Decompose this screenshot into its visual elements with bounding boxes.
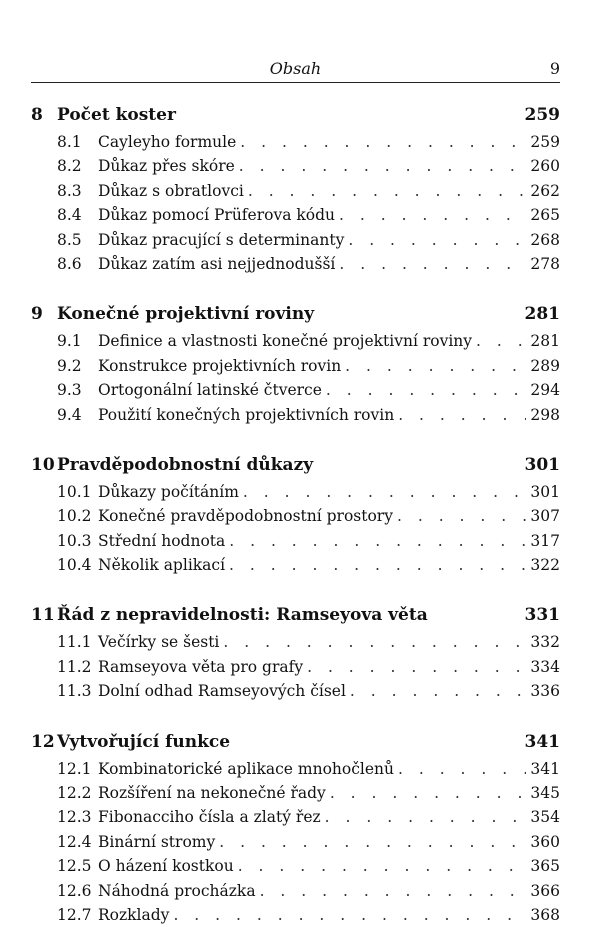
chapter-page: 341 — [524, 731, 560, 752]
section-entry[interactable] — [31, 854, 560, 878]
dot-leader — [248, 179, 527, 203]
section-entry[interactable] — [31, 403, 560, 427]
page-number: 9 — [549, 59, 560, 78]
chapter-number: 10 — [31, 454, 55, 475]
section-title: Důkaz s obratlovci — [98, 181, 244, 200]
dot-leader — [325, 805, 527, 829]
section-page: 294 — [530, 381, 560, 400]
chapter-entry[interactable] — [31, 727, 560, 757]
chapter-title: Počet koster — [57, 105, 176, 125]
section-title: Večírky se šesti — [98, 633, 220, 652]
section-number: 8.5 — [57, 230, 82, 249]
section-page: 334 — [530, 657, 560, 676]
section-title: Dolní odhad Ramseyových čísel — [98, 682, 346, 701]
dot-leader — [397, 504, 526, 528]
section-entry[interactable] — [31, 781, 560, 805]
section-number: 11.1 — [57, 633, 92, 652]
section-entry[interactable] — [31, 228, 560, 252]
section-title: Náhodná procházka — [98, 881, 256, 900]
section-title: Cayleyho formule — [98, 133, 237, 151]
dot-leader — [348, 228, 526, 252]
dot-leader — [476, 329, 526, 353]
section-page: 278 — [530, 254, 560, 273]
dot-leader — [219, 830, 526, 854]
section-entry[interactable] — [31, 179, 560, 203]
section-number: 8.4 — [57, 206, 82, 225]
dot-leader — [345, 354, 526, 378]
section-title: Střední hodnota — [98, 531, 226, 550]
dot-leader — [239, 154, 527, 178]
section-number: 12.5 — [57, 857, 92, 876]
section-title: Důkaz pracující s determinanty — [98, 230, 345, 249]
section-entry[interactable] — [31, 529, 560, 553]
section-number: 9.1 — [57, 332, 82, 351]
dot-leader — [229, 553, 526, 577]
dot-leader — [243, 480, 527, 504]
dot-leader — [223, 630, 526, 654]
section-title: Důkaz přes skóre — [98, 157, 235, 176]
section-entry[interactable] — [31, 757, 560, 781]
chapter-entry[interactable] — [31, 299, 560, 329]
section-page: 281 — [530, 332, 560, 351]
chapter-number: 11 — [31, 605, 55, 626]
section-title: Rozšíření na nekonečné řady — [98, 784, 326, 803]
section-entry[interactable] — [31, 504, 560, 528]
section-page: 368 — [530, 905, 560, 924]
section-number: 12.2 — [57, 784, 92, 803]
section-page: 262 — [530, 181, 560, 200]
dot-leader — [398, 403, 526, 427]
section-number: 12.6 — [57, 881, 92, 900]
section-number: 8.3 — [57, 181, 82, 200]
section-page: 365 — [530, 857, 560, 876]
dot-leader — [229, 529, 526, 553]
section-number: 10.2 — [57, 507, 92, 526]
section-number: 11.3 — [57, 682, 92, 701]
dot-leader — [173, 903, 526, 927]
section-entry[interactable] — [31, 252, 560, 276]
dot-leader — [330, 781, 527, 805]
chapter-title: Řád z nepravidelnosti: Ramseyova věta — [57, 605, 428, 626]
section-number: 12.1 — [57, 759, 92, 778]
chapter-title: Vytvořující funkce — [57, 731, 231, 752]
section-entry[interactable] — [31, 553, 560, 577]
section-number: 12.3 — [57, 808, 92, 827]
section-number: 10.1 — [57, 482, 92, 501]
section-number: 11.2 — [57, 657, 92, 676]
section-page: 336 — [530, 682, 560, 701]
running-header-title: Obsah — [269, 59, 322, 78]
section-entry[interactable] — [31, 378, 560, 402]
section-title: Několik aplikací — [98, 556, 226, 575]
chapter-page: 331 — [524, 605, 560, 626]
section-page: 317 — [530, 531, 560, 550]
dot-leader — [339, 203, 526, 227]
chapter-page: 281 — [524, 304, 560, 325]
section-title: Konstrukce projektivních rovin — [98, 356, 342, 375]
chapter-number: 8 — [31, 105, 43, 125]
section-title: Binární stromy — [98, 832, 216, 851]
dot-leader — [240, 130, 526, 154]
section-entry[interactable] — [31, 354, 560, 378]
section-title: Definice a vlastnosti konečné projektivní roviny — [98, 332, 473, 351]
chapter-title: Pravděpodobnostní důkazy — [57, 454, 314, 475]
section-number: 8.2 — [57, 157, 82, 176]
section-entry[interactable] — [31, 480, 560, 504]
section-page: 260 — [530, 157, 560, 176]
section-number: 12.4 — [57, 832, 92, 851]
dot-leader — [238, 854, 527, 878]
dot-leader — [339, 252, 526, 276]
section-entry[interactable] — [31, 154, 560, 178]
section-entry[interactable] — [31, 830, 560, 854]
section-number: 8.6 — [57, 254, 82, 273]
section-page: 289 — [530, 356, 560, 375]
dot-leader — [326, 378, 527, 402]
section-title: Konečné pravděpodobnostní prostory — [98, 507, 393, 526]
chapter-number: 9 — [31, 304, 43, 325]
section-page: 322 — [530, 556, 560, 575]
section-page: 345 — [530, 784, 560, 803]
chapter-number: 12 — [31, 731, 55, 752]
chapter-entry[interactable] — [31, 450, 560, 480]
section-page: 354 — [530, 808, 560, 827]
chapter-entry[interactable] — [31, 600, 560, 630]
section-entry[interactable] — [31, 130, 560, 154]
running-header — [31, 59, 560, 81]
section-title: Fibonacciho čísla a zlatý řez — [98, 808, 321, 827]
section-number: 10.3 — [57, 531, 92, 550]
section-page: 332 — [530, 633, 560, 652]
section-page: 259 — [530, 133, 560, 151]
section-page: 341 — [530, 759, 560, 778]
section-title: Ortogonální latinské čtverce — [98, 381, 322, 400]
section-entry[interactable] — [31, 879, 560, 903]
section-title: Ramseyova věta pro grafy — [98, 657, 304, 676]
section-entry[interactable] — [31, 679, 560, 703]
chapter-page: 301 — [524, 454, 560, 475]
section-entry[interactable] — [31, 655, 560, 679]
section-number: 9.2 — [57, 356, 82, 375]
dot-leader — [398, 757, 526, 781]
section-page: 265 — [530, 206, 560, 225]
section-page: 298 — [530, 405, 560, 424]
chapter-entry[interactable] — [31, 100, 560, 130]
section-entry[interactable] — [31, 903, 560, 927]
section-title: Důkaz pomocí Prüferova kódu — [98, 206, 336, 225]
section-entry[interactable] — [31, 329, 560, 353]
section-page: 301 — [530, 482, 560, 501]
dot-leader — [260, 879, 527, 903]
header-rule — [31, 82, 560, 83]
chapter-page: 259 — [524, 105, 560, 125]
chapter-title: Konečné projektivní roviny — [57, 304, 315, 325]
section-title: Důkazy počítáním — [98, 482, 239, 501]
section-title: Použití konečných projektivních rovin — [98, 405, 395, 424]
section-number: 9.4 — [57, 405, 82, 424]
section-number: 12.7 — [57, 905, 92, 924]
dot-leader — [307, 655, 526, 679]
section-entry[interactable] — [31, 203, 560, 227]
section-title: O házení kostkou — [98, 857, 234, 876]
section-page: 360 — [530, 832, 560, 851]
table-of-contents — [31, 100, 560, 927]
section-number: 8.1 — [57, 133, 82, 151]
section-page: 366 — [530, 881, 560, 900]
section-page: 307 — [530, 507, 560, 526]
dot-leader — [350, 679, 526, 703]
section-entry[interactable] — [31, 630, 560, 654]
section-number: 9.3 — [57, 381, 82, 400]
section-title: Důkaz zatím asi nejjednodušší — [98, 254, 336, 273]
section-entry[interactable] — [31, 805, 560, 829]
section-page: 268 — [530, 230, 560, 249]
section-title: Kombinatorické aplikace mnohočlenů — [98, 759, 394, 778]
section-title: Rozklady — [98, 905, 170, 924]
section-number: 10.4 — [57, 556, 92, 575]
